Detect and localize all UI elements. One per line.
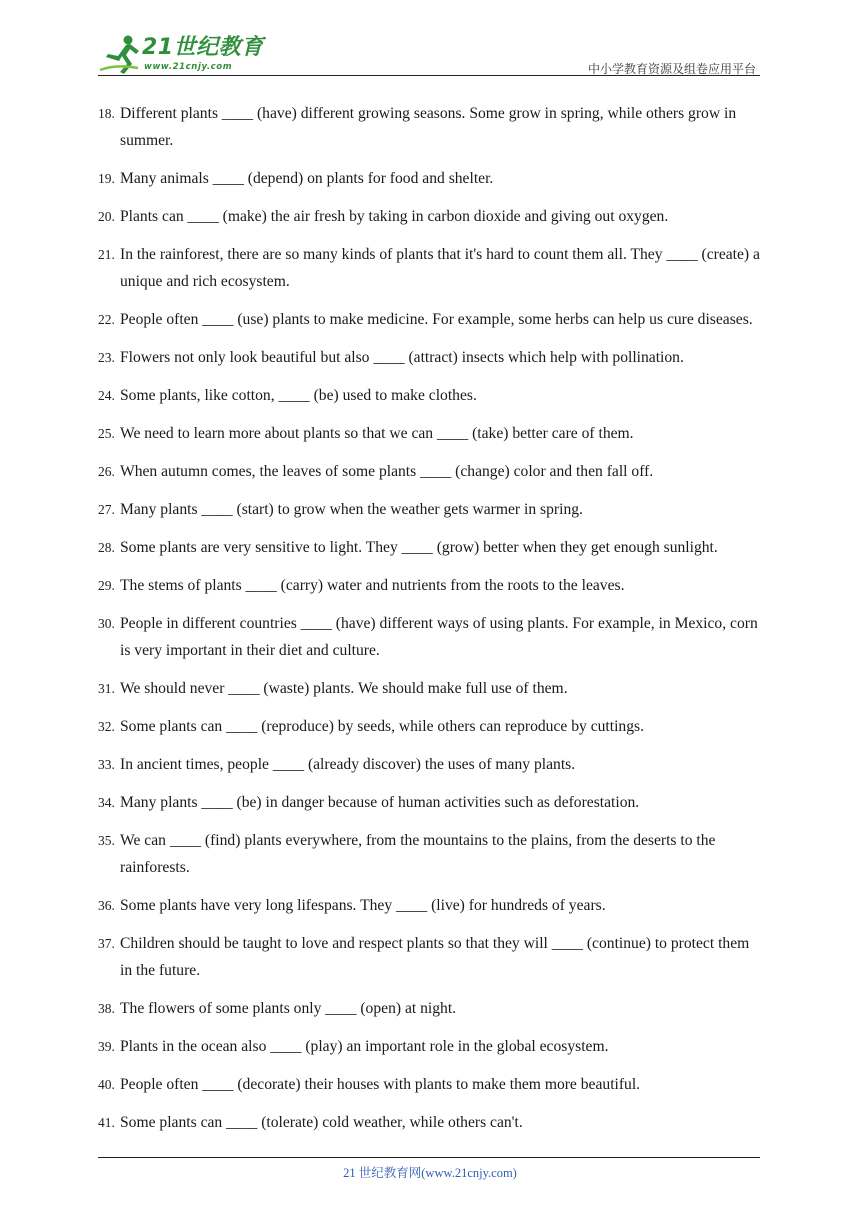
question-item — [98, 1109, 762, 1136]
question-text: Children should be taught to love and respect plants so that they will ____ (continue) to protect them in the future. — [120, 935, 750, 979]
logo-wordmark: 21世纪教育 — [142, 35, 264, 60]
question-item — [98, 165, 762, 192]
footer-divider — [98, 1157, 760, 1158]
question-number: 25. — [98, 426, 115, 441]
question-text: Many animals ____ (depend) on plants for food and shelter. — [120, 170, 494, 187]
question-text: Plants in the ocean also ____ (play) an important role in the global ecosystem. — [120, 1038, 609, 1055]
question-number: 26. — [98, 464, 115, 479]
question-list — [98, 100, 762, 1147]
header-divider — [98, 75, 760, 76]
question-item — [98, 930, 762, 984]
question-number: 29. — [98, 578, 115, 593]
question-text: Many plants ____ (start) to grow when the weather gets warmer in spring. — [120, 501, 583, 518]
question-item — [98, 1071, 762, 1098]
question-number: 41. — [98, 1115, 115, 1130]
question-text: We need to learn more about plants so that we can ____ (take) better care of them. — [120, 425, 634, 442]
question-number: 39. — [98, 1039, 115, 1054]
question-text: In ancient times, people ____ (already discover) the uses of many plants. — [120, 756, 576, 773]
question-number: 36. — [98, 898, 115, 913]
question-number: 30. — [98, 616, 115, 631]
question-item — [98, 344, 762, 371]
question-text: Many plants ____ (be) in danger because of human activities such as deforestation. — [120, 794, 640, 811]
question-item — [98, 572, 762, 599]
runner-logo-icon — [98, 34, 144, 76]
question-item — [98, 203, 762, 230]
question-item — [98, 827, 762, 881]
question-number: 22. — [98, 312, 115, 327]
question-text: Some plants can ____ (tolerate) cold weather, while others can't. — [120, 1114, 523, 1131]
question-item — [98, 610, 762, 664]
question-text: In the rainforest, there are so many kinds of plants that it's hard to count them all. They ____ (create) a unique and rich ecosystem. — [120, 246, 760, 290]
question-number: 18. — [98, 106, 115, 121]
question-text: Some plants can ____ (reproduce) by seeds, while others can reproduce by cuttings. — [120, 718, 644, 735]
question-item — [98, 892, 762, 919]
question-number: 40. — [98, 1077, 115, 1092]
question-number: 21. — [98, 247, 115, 262]
question-number: 34. — [98, 795, 115, 810]
question-number: 38. — [98, 1001, 115, 1016]
question-number: 19. — [98, 171, 115, 186]
question-number: 24. — [98, 388, 115, 403]
logo-url: www.21cnjy.com — [144, 62, 233, 72]
question-number: 23. — [98, 350, 115, 365]
question-text: We should never ____ (waste) plants. We should make full use of them. — [120, 680, 568, 697]
question-item — [98, 496, 762, 523]
question-item — [98, 100, 762, 154]
question-number: 32. — [98, 719, 115, 734]
question-item — [98, 675, 762, 702]
question-item — [98, 306, 762, 333]
footer-text[interactable]: 21 世纪教育网(www.21cnjy.com) — [343, 1166, 517, 1180]
question-number: 33. — [98, 757, 115, 772]
question-number: 20. — [98, 209, 115, 224]
header-tagline: 中小学教育资源及组卷应用平台 — [587, 62, 756, 76]
question-number: 28. — [98, 540, 115, 555]
question-text: Plants can ____ (make) the air fresh by taking in carbon dioxide and giving out oxygen. — [120, 208, 669, 225]
question-item — [98, 713, 762, 740]
question-text: Some plants are very sensitive to light. They ____ (grow) better when they get enough sunlight. — [120, 539, 718, 556]
question-text: People often ____ (decorate) their houses with plants to make them more beautiful. — [120, 1076, 641, 1093]
question-text: Different plants ____ (have) different growing seasons. Some grow in spring, while others grow in summer. — [120, 105, 737, 149]
question-item — [98, 382, 762, 409]
question-item — [98, 534, 762, 561]
question-item — [98, 420, 762, 447]
question-item — [98, 458, 762, 485]
question-text: People in different countries ____ (have) different ways of using plants. For example, in Mexico, corn is very important in their diet and culture. — [120, 615, 758, 659]
site-logo — [98, 32, 268, 76]
question-text: Flowers not only look beautiful but also ____ (attract) insects which help with pollination. — [120, 349, 684, 366]
question-number: 31. — [98, 681, 115, 696]
question-number: 37. — [98, 936, 115, 951]
question-item — [98, 995, 762, 1022]
question-text: When autumn comes, the leaves of some plants ____ (change) color and then fall off. — [120, 463, 654, 480]
question-number: 27. — [98, 502, 115, 517]
question-item — [98, 1033, 762, 1060]
question-text: Some plants, like cotton, ____ (be) used to make clothes. — [120, 387, 477, 404]
question-item — [98, 789, 762, 816]
question-text: The stems of plants ____ (carry) water and nutrients from the roots to the leaves. — [120, 577, 625, 594]
question-item — [98, 751, 762, 778]
question-text: We can ____ (find) plants everywhere, from the mountains to the plains, from the deserts to the rainforests. — [120, 832, 716, 876]
page-header — [98, 32, 760, 78]
question-text: People often ____ (use) plants to make medicine. For example, some herbs can help us cure diseases. — [120, 311, 753, 328]
question-number: 35. — [98, 833, 115, 848]
question-text: The flowers of some plants only ____ (open) at night. — [120, 1000, 457, 1017]
question-text: Some plants have very long lifespans. They ____ (live) for hundreds of years. — [120, 897, 606, 914]
question-item — [98, 241, 762, 295]
